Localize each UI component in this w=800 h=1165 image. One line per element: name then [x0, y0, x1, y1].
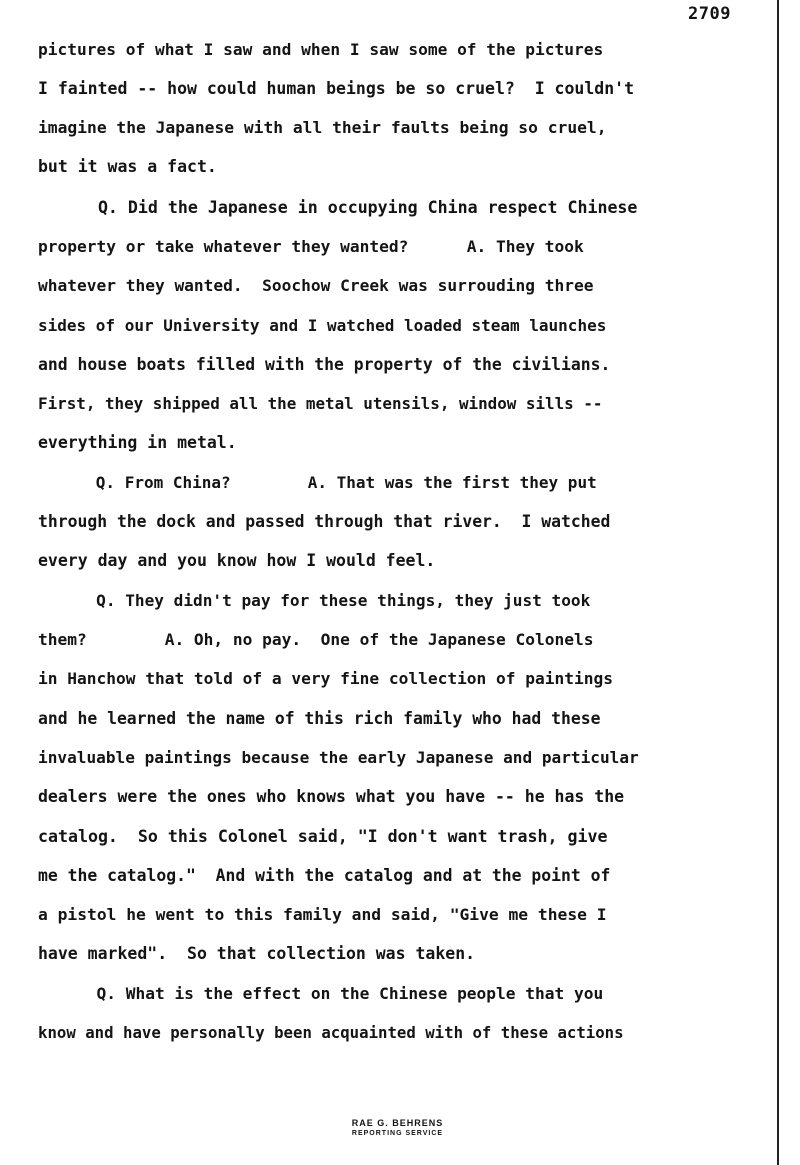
- transcript-line: have marked". So that collection was taken.: [38, 944, 476, 963]
- transcript-line: I fainted -- how could human beings be so cruel? I couldn't: [38, 79, 635, 98]
- page-number: 2709: [688, 4, 731, 24]
- transcript-line: Q. They didn't pay for these things, they just took: [38, 591, 591, 610]
- reporter-name: RAE G. BEHRENS: [351, 1118, 444, 1128]
- transcript-line: know and have personally been acquainted with of these actions: [38, 1023, 624, 1042]
- transcript-line: but it was a fact.: [38, 157, 217, 176]
- reporting-service-label: REPORTING SERVICE: [351, 1130, 444, 1137]
- transcript-line: Q. From China? A. That was the first they put: [38, 473, 597, 492]
- right-margin-rule: [777, 0, 779, 1165]
- reporter-footer: [0, 1117, 795, 1139]
- transcript-line: and house boats filled with the property of the civilians.: [38, 355, 611, 374]
- transcript-line: me the catalog." And with the catalog and at the point of: [38, 866, 611, 885]
- transcript-line: pictures of what I saw and when I saw some of the pictures: [38, 40, 604, 59]
- transcript-line: a pistol he went to this family and said, "Give me these I: [38, 905, 607, 924]
- transcript-line: and he learned the name of this rich family who had these: [38, 709, 601, 728]
- transcript-line: them? A. Oh, no pay. One of the Japanese Colonels: [38, 630, 594, 649]
- transcript-line: property or take whatever they wanted? A. They took: [38, 237, 584, 256]
- transcript-line: dealers were the ones who knows what you have -- he has the: [38, 787, 625, 806]
- transcript-line: through the dock and passed through that river. I watched: [38, 512, 611, 531]
- transcript-line: invaluable paintings because the early Japanese and particular: [38, 748, 639, 767]
- transcript-line: Q. What is the effect on the Chinese people that you: [38, 984, 604, 1003]
- transcript-line: catalog. So this Colonel said, "I don't want trash, give: [38, 827, 608, 846]
- transcript-line: First, they shipped all the metal utensils, window sills --: [38, 394, 603, 413]
- transcript-line: everything in metal.: [38, 433, 237, 452]
- transcript-line: in Hanchow that told of a very fine collection of paintings: [38, 669, 613, 688]
- transcript-line: sides of our University and I watched loaded steam launches: [38, 316, 607, 335]
- transcript-line: every day and you know how I would feel.: [38, 551, 436, 570]
- transcript-line: Q. Did the Japanese in occupying China respect Chinese: [38, 198, 638, 217]
- transcript-line: imagine the Japanese with all their faults being so cruel,: [38, 118, 607, 137]
- transcript-line: whatever they wanted. Soochow Creek was surrouding three: [38, 276, 594, 295]
